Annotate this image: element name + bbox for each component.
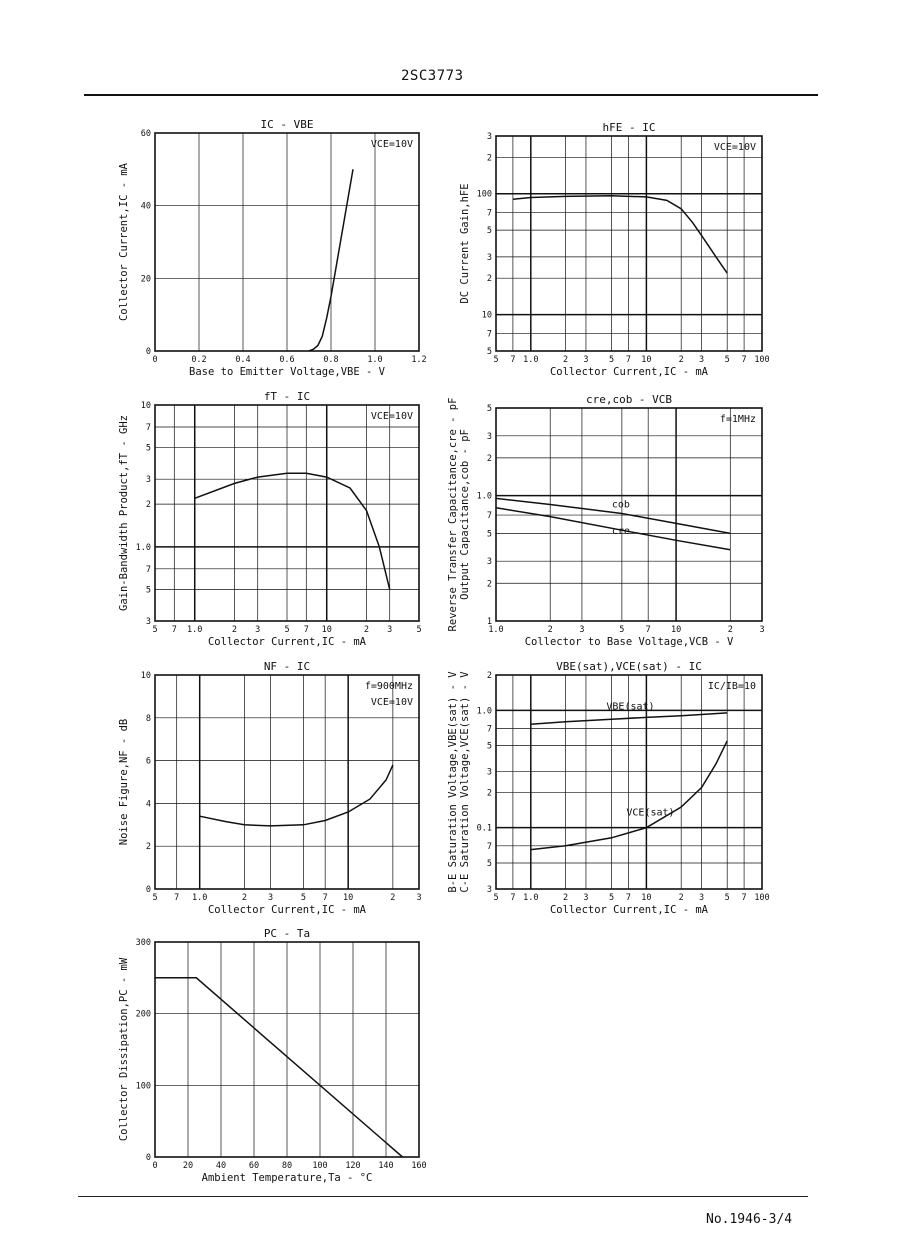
y-axis-label: Reverse Transfer Capacitance,cre - pF — [447, 397, 459, 632]
chart-title: PC - Ta — [263, 927, 311, 940]
x-tick-label: 7 — [625, 355, 632, 365]
y-tick-label: 7 — [486, 724, 492, 735]
y-tick-label: 1.0 — [135, 542, 151, 553]
x-tick-label: 1.0 — [488, 625, 504, 635]
series-line — [531, 713, 727, 724]
y-axis-label: C-E Saturation Voltage,VCE(sat) - V — [459, 671, 471, 893]
y-tick-label: 7 — [486, 329, 492, 340]
x-tick-label: 7 — [303, 625, 309, 635]
x-tick-label: 2 — [547, 625, 553, 635]
y-tick-label: 2 — [145, 842, 151, 853]
y-tick-label: 3 — [486, 252, 492, 263]
series-label: VCE(sat) — [626, 807, 675, 819]
y-tick-label: 1.0 — [476, 706, 492, 717]
condition-note: f=1MHz — [719, 414, 756, 425]
chart-ic_vbe — [118, 118, 427, 378]
x-tick-label: 5 — [493, 355, 499, 365]
page-header: 2SC3773 — [401, 68, 464, 84]
condition-note: VCE=10V — [370, 139, 413, 150]
y-axis-label: Collector Current,IC - mA — [118, 162, 130, 322]
y-tick-label: 100 — [135, 1081, 151, 1092]
x-tick-label: 0.8 — [323, 355, 339, 365]
y-tick-label: 10 — [481, 310, 492, 321]
x-tick-label: 3 — [579, 625, 585, 635]
x-tick-label: 5 — [152, 893, 158, 903]
y-tick-label: 1.0 — [476, 491, 492, 502]
x-axis-label: Collector Current,IC - mA — [549, 904, 709, 916]
x-tick-label: 100 — [754, 893, 770, 903]
x-tick-label: 5 — [724, 893, 730, 903]
y-tick-label: 2 — [486, 153, 492, 164]
x-tick-label: 2 — [231, 625, 238, 635]
x-tick-label: 1.0 — [192, 893, 208, 903]
x-tick-label: 2 — [363, 625, 370, 635]
y-tick-label: 2 — [486, 274, 492, 285]
x-tick-label: 3 — [267, 893, 274, 903]
y-tick-label: 2 — [486, 788, 492, 799]
x-axis-label: Collector to Base Voltage,VCB - V — [524, 636, 734, 648]
chart-title: hFE - IC — [602, 121, 656, 134]
x-tick-label: 3 — [583, 893, 589, 903]
y-tick-label: 0 — [145, 885, 151, 895]
x-tick-label: 7 — [625, 893, 632, 903]
condition-note: IC/IB=10 — [707, 681, 756, 692]
y-tick-label: 3 — [486, 557, 492, 568]
y-tick-label: 20 — [140, 274, 151, 285]
x-axis-label: Collector Current,IC - mA — [207, 904, 367, 916]
y-tick-label: 7 — [145, 422, 151, 433]
series-label: cob — [611, 499, 630, 511]
y-tick-label: 3 — [486, 767, 492, 778]
y-tick-label: 5 — [486, 858, 492, 869]
x-tick-label: 100 — [312, 1161, 328, 1171]
chart-nf_ic — [118, 660, 422, 916]
x-tick-label: 100 — [754, 355, 770, 365]
y-tick-label: 3 — [145, 475, 151, 486]
x-tick-label: 7 — [171, 625, 177, 635]
x-tick-label: 5 — [300, 893, 307, 903]
y-tick-label: 10 — [140, 671, 151, 681]
y-tick-label: 6 — [145, 756, 151, 767]
x-tick-label: 5 — [619, 625, 625, 635]
x-tick-label: 1.0 — [523, 893, 539, 903]
y-tick-label: 5 — [486, 226, 492, 237]
chart-cre_cob_vcb — [447, 393, 765, 648]
chart-title: NF - IC — [263, 660, 311, 673]
y-tick-label: 4 — [145, 799, 151, 810]
y-axis-label: B-E Saturation Voltage,VBE(sat) - V — [447, 671, 459, 893]
x-tick-label: 5 — [152, 625, 158, 635]
x-tick-label: 10 — [641, 893, 652, 903]
y-tick-label: 40 — [140, 201, 151, 212]
chart-title: VBE(sat),VCE(sat) - IC — [556, 660, 702, 673]
chart-title: IC - VBE — [260, 118, 314, 131]
x-tick-label: 3 — [416, 893, 422, 903]
y-tick-label: 7 — [486, 511, 492, 522]
x-tick-label: 2 — [678, 355, 684, 365]
x-axis-label: Collector Current,IC - mA — [549, 366, 709, 378]
x-tick-label: 3 — [759, 625, 765, 635]
x-axis-label: Ambient Temperature,Ta - °C — [201, 1172, 373, 1184]
x-tick-label: 2 — [727, 625, 733, 635]
x-tick-label: 2 — [241, 893, 247, 903]
x-tick-label: 5 — [284, 625, 290, 635]
x-axis-label: Collector Current,IC - mA — [207, 636, 367, 648]
x-tick-label: 160 — [411, 1161, 427, 1171]
x-tick-label: 1.0 — [187, 625, 203, 635]
chart-title: cre,cob - VCB — [585, 393, 673, 406]
x-tick-label: 5 — [609, 893, 615, 903]
series-label: cre — [611, 526, 630, 538]
x-tick-label: 10 — [321, 625, 332, 635]
x-tick-label: 0 — [152, 1161, 158, 1171]
y-tick-label: 0.1 — [476, 823, 492, 834]
y-tick-label: 2 — [486, 453, 492, 464]
condition-note: VCE=10V — [713, 142, 756, 153]
x-tick-label: 1.0 — [523, 355, 539, 365]
series-line — [531, 741, 727, 850]
x-tick-label: 7 — [174, 893, 180, 903]
y-tick-label: 1 — [486, 617, 492, 627]
x-tick-label: 140 — [378, 1161, 394, 1171]
series-label: VBE(sat) — [606, 701, 655, 713]
x-tick-label: 2 — [563, 355, 569, 365]
x-tick-label: 5 — [493, 893, 499, 903]
chart-ft_ic — [118, 390, 422, 648]
x-tick-label: 5 — [724, 355, 730, 365]
x-tick-label: 7 — [645, 625, 651, 635]
x-axis-label: Base to Emitter Voltage,VBE - V — [189, 366, 385, 378]
chart-hfe_ic — [459, 121, 770, 378]
y-axis-label: Noise Figure,NF - dB — [118, 718, 130, 846]
y-tick-label: 8 — [145, 713, 151, 724]
x-tick-label: 10 — [670, 625, 682, 635]
y-axis-label: Collector Dissipation,PC - mW — [118, 957, 130, 1142]
y-tick-label: 5 — [145, 443, 151, 454]
y-tick-label: 0 — [145, 347, 151, 357]
x-tick-label: 0 — [152, 355, 158, 365]
y-tick-label: 300 — [135, 938, 151, 948]
series-line — [200, 765, 393, 826]
x-tick-label: 10 — [641, 355, 652, 365]
y-tick-label: 5 — [145, 585, 151, 596]
y-tick-label: 5 — [486, 741, 492, 752]
series-line — [513, 196, 727, 273]
y-axis-label: Gain-Bandwidth Product,fT - GHz — [118, 415, 130, 611]
x-tick-label: 1.0 — [367, 355, 383, 365]
chart-pc_ta — [118, 927, 427, 1184]
y-tick-label: 5 — [486, 529, 492, 540]
x-tick-label: 0.6 — [279, 355, 295, 365]
x-tick-label: 2 — [390, 893, 396, 903]
y-tick-label: 0 — [145, 1153, 151, 1163]
x-tick-label: 3 — [255, 625, 261, 635]
x-tick-label: 7 — [322, 893, 328, 903]
y-axis-label: Output Capacitance,cob - pF — [459, 429, 471, 600]
x-tick-label: 5 — [609, 355, 615, 365]
x-tick-label: 10 — [343, 893, 354, 903]
y-tick-label: 5 — [486, 404, 492, 414]
y-tick-label: 200 — [135, 1009, 151, 1020]
y-tick-label: 5 — [486, 347, 492, 357]
x-tick-label: 0.2 — [191, 355, 207, 365]
x-tick-label: 20 — [182, 1161, 194, 1171]
y-tick-label: 100 — [476, 189, 492, 200]
chart-vsat_ic — [447, 660, 770, 916]
x-tick-label: 40 — [215, 1161, 227, 1171]
y-tick-label: 3 — [486, 431, 492, 442]
x-tick-label: 1.2 — [411, 355, 427, 365]
x-tick-label: 3 — [583, 355, 589, 365]
y-tick-label: 3 — [486, 885, 492, 895]
series-line — [155, 978, 403, 1157]
y-tick-label: 7 — [486, 208, 492, 219]
x-tick-label: 7 — [741, 893, 747, 903]
x-tick-label: 80 — [281, 1161, 293, 1171]
x-tick-label: 7 — [510, 893, 516, 903]
y-tick-label: 60 — [140, 129, 151, 139]
plot-frame — [496, 136, 762, 351]
page-footer: No.1946-3/4 — [706, 1212, 793, 1227]
condition-note: VCE=10V — [370, 697, 413, 708]
y-tick-label: 2 — [145, 500, 151, 511]
condition-note: f=900MHz — [364, 681, 413, 692]
series-line — [195, 473, 390, 589]
y-tick-label: 2 — [486, 579, 492, 590]
y-axis-label: DC Current Gain,hFE — [459, 183, 471, 304]
x-tick-label: 3 — [387, 625, 393, 635]
x-tick-label: 120 — [345, 1161, 361, 1171]
y-tick-label: 7 — [486, 841, 492, 852]
y-tick-label: 3 — [145, 617, 151, 627]
x-tick-label: 5 — [416, 625, 422, 635]
chart-title: fT - IC — [263, 390, 311, 403]
x-tick-label: 0.4 — [235, 355, 251, 365]
footer-rule — [78, 1196, 808, 1197]
y-tick-label: 10 — [140, 401, 151, 411]
x-tick-label: 3 — [698, 355, 705, 365]
y-tick-label: 3 — [486, 132, 492, 142]
x-tick-label: 7 — [741, 355, 747, 365]
x-tick-label: 7 — [510, 355, 516, 365]
x-tick-label: 3 — [698, 893, 705, 903]
y-tick-label: 7 — [145, 564, 151, 575]
x-tick-label: 2 — [563, 893, 569, 903]
x-tick-label: 2 — [678, 893, 684, 903]
x-tick-label: 60 — [248, 1161, 260, 1171]
condition-note: VCE=10V — [370, 411, 413, 422]
y-tick-label: 2 — [486, 671, 492, 681]
